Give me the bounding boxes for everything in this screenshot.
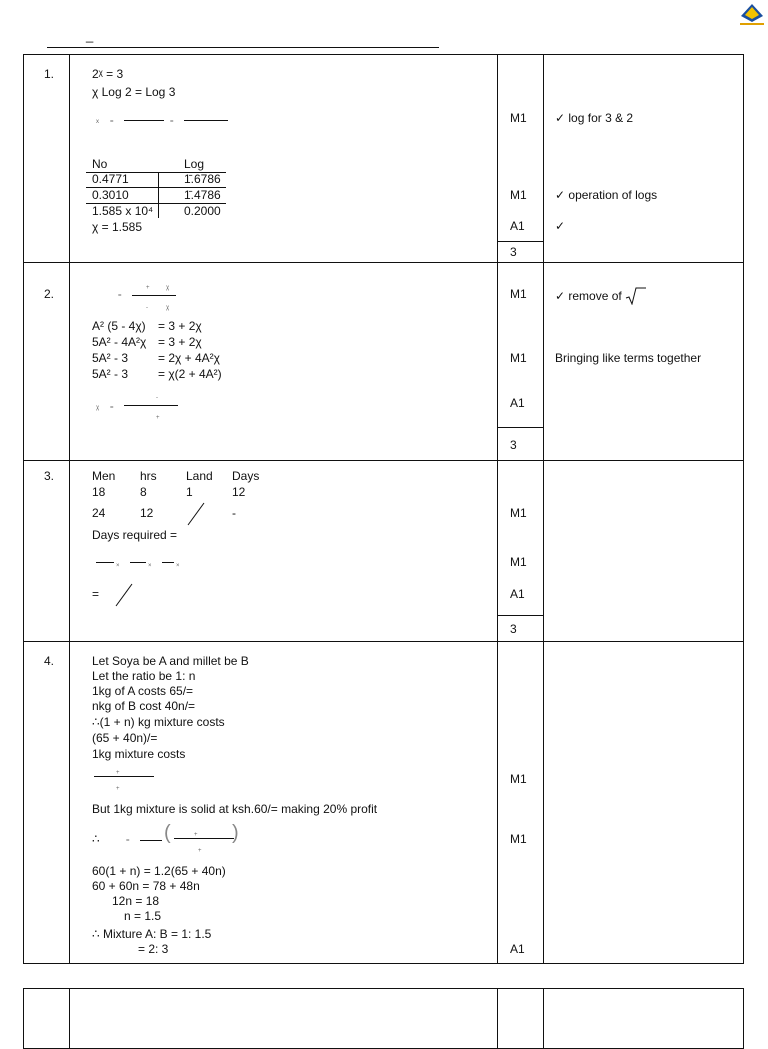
table-cell: 8 (140, 485, 147, 499)
work-line: = χ(2 + 4A²) (158, 367, 222, 381)
math-symbol: + (194, 832, 198, 838)
work-line: 2ᵡ = 3 (92, 67, 124, 81)
fraction-bar (124, 120, 164, 121)
work-line: = 3 + 2χ (158, 319, 202, 333)
work-line: nkg of B cost 40n/= (92, 699, 196, 713)
log-table-divider (158, 172, 159, 218)
table-header: hrs (140, 469, 157, 483)
comment: ✓ operation of logs (555, 188, 658, 202)
mark-label: A1 (510, 587, 525, 601)
total-marks: 3 (510, 438, 517, 452)
work-line: 5A² - 4A²χ (92, 335, 147, 349)
right-paren: ) (232, 822, 239, 844)
mark-label: M1 (510, 188, 527, 202)
work-line: Let Soya be A and millet be B (92, 654, 249, 668)
question-row-3 (24, 461, 744, 642)
log-table-cell: 0.3010 (92, 188, 129, 202)
work-line: = 2: 3 (138, 942, 169, 956)
mark-label: A1 (510, 219, 525, 233)
comments-cell (544, 461, 744, 642)
question-number-cell (24, 642, 70, 964)
log-table-cell: 1̄.4786 (184, 188, 221, 202)
table-header: Men (92, 469, 116, 483)
title-dash: _ (86, 28, 94, 43)
log-table-cell: 0.2000 (184, 204, 221, 218)
fraction-bar (140, 840, 162, 841)
times-sign: × (176, 563, 180, 569)
comment-text: ✓ remove of (555, 289, 622, 303)
mark-label: M1 (510, 351, 527, 365)
fraction-bar (132, 295, 176, 296)
total-box-rule (498, 615, 543, 616)
math-symbol: + (116, 786, 120, 792)
mark-label: M1 (510, 555, 527, 569)
comments-cell (544, 263, 744, 461)
marks-cell (498, 642, 544, 964)
math-symbol: - (156, 395, 158, 401)
question-row-1 (24, 55, 744, 263)
title-underline (47, 47, 439, 48)
equals-sign: = (110, 119, 114, 125)
equals-sign: = (126, 838, 130, 844)
math-symbol: χ (166, 305, 170, 311)
working-cell (70, 989, 498, 1049)
math-symbol: χ (166, 285, 170, 291)
question-number: 3. (44, 469, 55, 483)
comment (555, 287, 647, 305)
log-table-header-log: Log (184, 157, 205, 171)
marks-cell (498, 55, 544, 263)
table-cell: - (232, 506, 236, 520)
question-number-cell (24, 263, 70, 461)
comment: ✓ log for 3 & 2 (555, 111, 634, 125)
log-table-header-no: No (92, 157, 108, 171)
fraction-slash (114, 582, 134, 608)
work-line: 60 + 60n = 78 + 48n (92, 879, 200, 893)
equals-sign: = (110, 405, 114, 411)
work-line: (65 + 40n)/= (92, 731, 158, 745)
working-cell (70, 461, 498, 642)
log-table-cell: 0.4771 (92, 172, 129, 186)
mark-label: M1 (510, 832, 527, 846)
square-root-icon (625, 287, 647, 305)
comment: Bringing like terms together (555, 351, 702, 365)
marking-scheme-table (23, 54, 744, 964)
math-symbol: + (146, 285, 150, 291)
comments-cell (544, 642, 744, 964)
left-paren: ( (164, 822, 171, 844)
total-marks: 3 (510, 245, 517, 259)
work-line: = 3 + 2χ (158, 335, 202, 349)
equals-sign: = (118, 293, 122, 299)
total-box-rule (498, 427, 543, 428)
work-line: But 1kg mixture is solid at ksh.60/= making 20% profit (92, 802, 378, 816)
times-sign: × (148, 563, 152, 569)
work-line: 12n = 18 (112, 894, 160, 908)
fraction-bar (124, 405, 178, 406)
fraction-bar (184, 120, 228, 121)
question-number-cell (24, 461, 70, 642)
log-table-cell: 1̄.6786 (184, 172, 221, 186)
total-marks: 3 (510, 622, 517, 636)
mark-label: M1 (510, 506, 527, 520)
table-header: Days (232, 469, 260, 483)
question-number-cell (24, 989, 70, 1049)
work-line: ∴(1 + n) kg mixture costs (92, 715, 225, 729)
marks-cell (498, 263, 544, 461)
equals-sign: = (92, 587, 100, 601)
comments-cell (544, 989, 744, 1049)
question-row-4 (24, 642, 744, 964)
question-row-2 (24, 263, 744, 461)
fraction-slash (186, 501, 206, 527)
working-cell (70, 55, 498, 263)
marks-cell (498, 989, 544, 1049)
fraction-bar (130, 562, 146, 563)
work-line: 60(1 + n) = 1.2(65 + 40n) (92, 864, 226, 878)
math-symbol: - (146, 305, 148, 311)
work-line: A² (5 - 4χ) (92, 319, 146, 333)
variable-label: χ (96, 405, 100, 411)
question-number: 2. (44, 287, 55, 301)
table-cell: 12 (140, 506, 154, 520)
math-symbol: + (156, 415, 160, 421)
log-table-cell: 1.585 x 10⁴ (92, 204, 154, 218)
comment: ✓ (555, 219, 566, 233)
publisher-logo-icon (738, 2, 766, 28)
work-line: ∴ Mixture A: B = 1: 1.5 (92, 927, 212, 941)
mark-label: M1 (510, 287, 527, 301)
variable-label: x (96, 119, 99, 125)
work-line: 1kg of A costs 65/= (92, 684, 194, 698)
math-symbol: + (116, 770, 120, 776)
mark-label: M1 (510, 772, 527, 786)
work-line: 5A² - 3 (92, 351, 129, 365)
work-line: Days required = (92, 528, 178, 542)
total-box-rule (498, 241, 543, 242)
times-sign: × (116, 563, 120, 569)
work-line: 1kg mixture costs (92, 747, 186, 761)
mark-label: A1 (510, 396, 525, 410)
working-cell (70, 263, 498, 461)
mark-label: A1 (510, 942, 525, 956)
marks-cell (498, 461, 544, 642)
comments-cell (544, 55, 744, 263)
next-table-fragment (23, 988, 744, 1049)
work-line: Let the ratio be 1: n (92, 669, 196, 683)
working-cell (70, 642, 498, 964)
table-cell: 12 (232, 485, 246, 499)
mark-label: M1 (510, 111, 527, 125)
fraction-bar (162, 562, 174, 563)
work-line: = 2χ + 4A²χ (158, 351, 220, 365)
table-cell: 1 (186, 485, 193, 499)
fraction-bar (174, 838, 234, 839)
question-number-cell (24, 55, 70, 263)
math-symbol: + (198, 848, 202, 854)
fraction-bar (96, 562, 114, 563)
fraction-bar (94, 776, 154, 777)
table-cell: 18 (92, 485, 106, 499)
question-number: 1. (44, 67, 55, 81)
table-header: Land (186, 469, 213, 483)
equals-sign: = (170, 119, 174, 125)
work-line: χ Log 2 = Log 3 (92, 85, 176, 99)
therefore-sign: ∴ (92, 832, 100, 846)
answer-line: χ = 1.585 (92, 220, 143, 234)
work-line: n = 1.5 (124, 909, 162, 923)
work-line: 5A² - 3 (92, 367, 129, 381)
question-number: 4. (44, 654, 55, 668)
table-cell: 24 (92, 506, 106, 520)
